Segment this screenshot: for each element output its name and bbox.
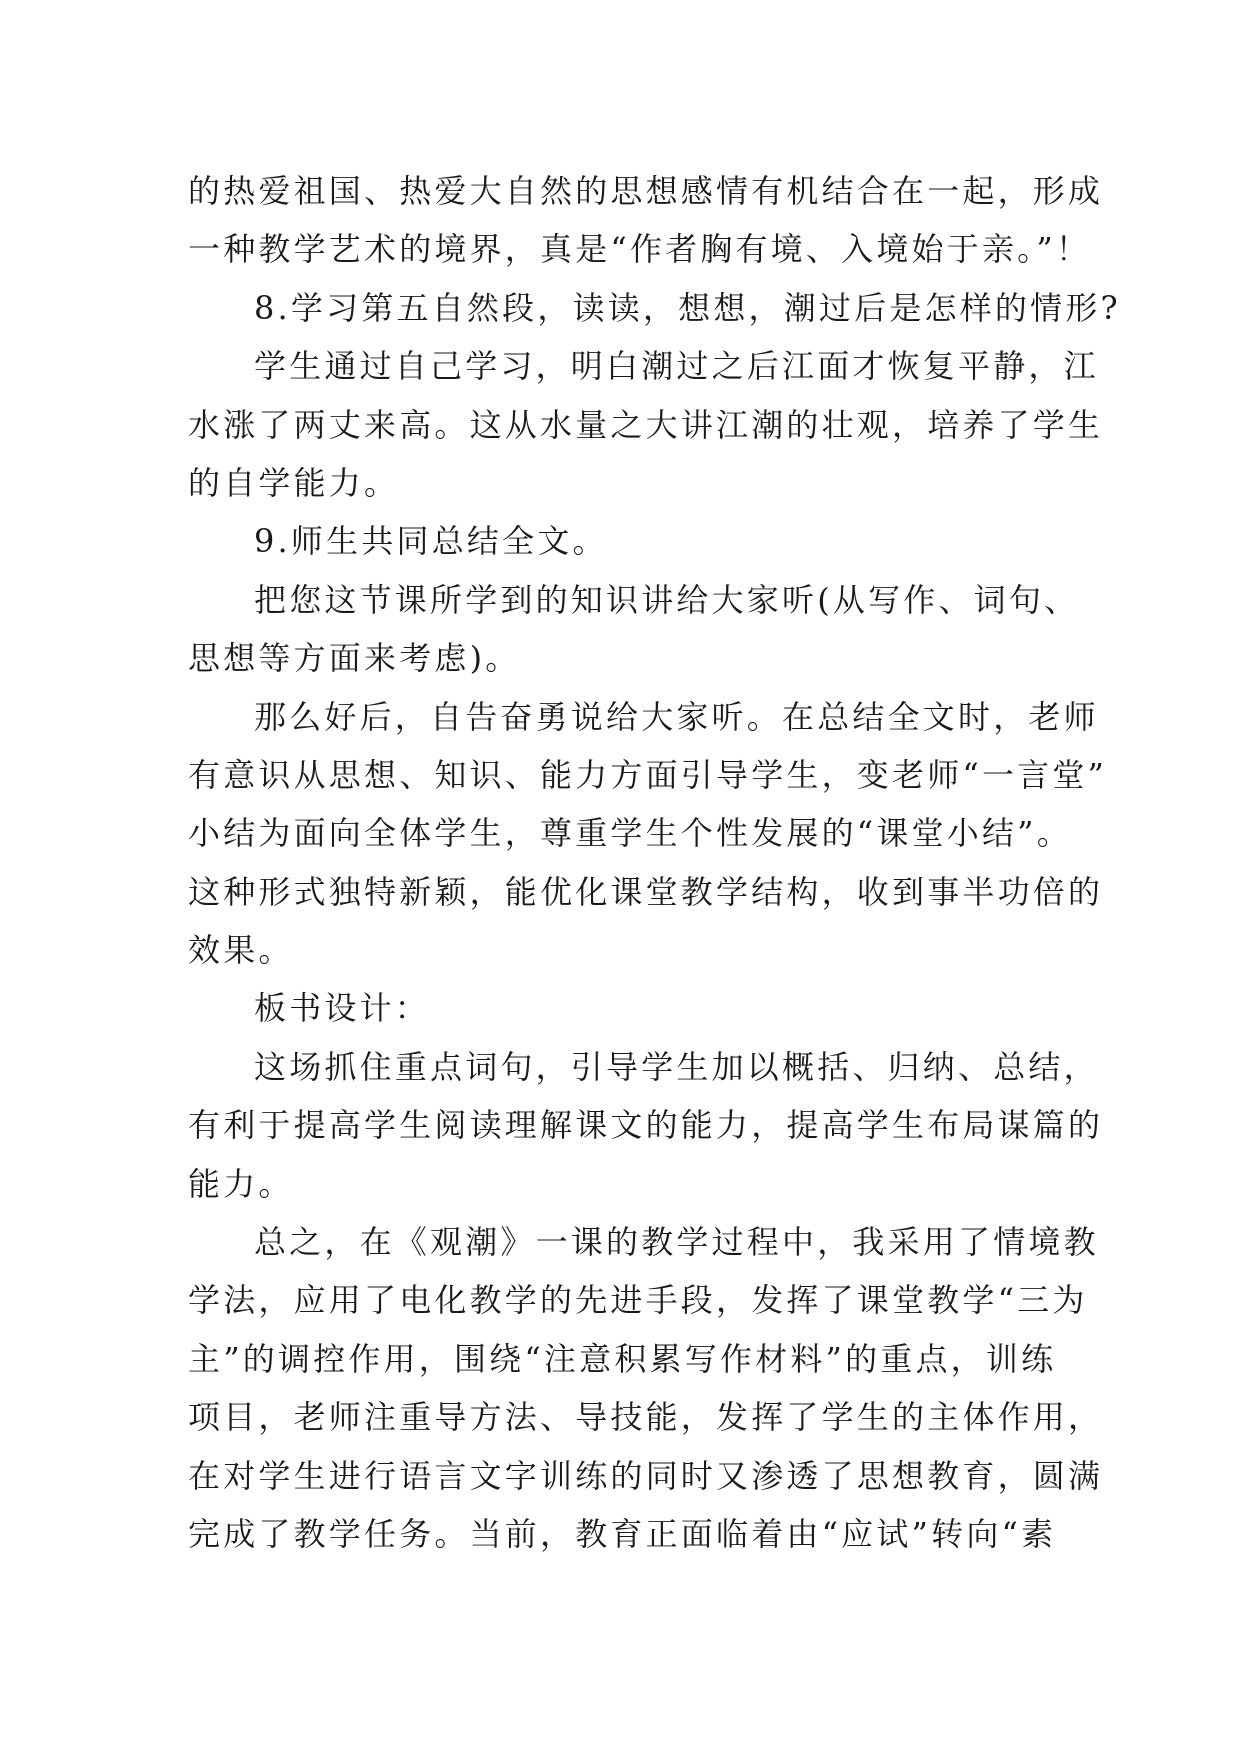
text-line: 有利于提高学生阅读理解课文的能力，提高学生布局谋篇的 — [188, 1106, 1104, 1145]
text-line: 水涨了两丈来高。这从水量之大讲江潮的壮观，培养了学生 — [188, 405, 1104, 444]
text-line: 的热爱祖国、热爱大自然的思想感情有机结合在一起，形成 — [188, 172, 1104, 210]
text-line: 的自学能力。 — [188, 463, 400, 502]
paragraph-first-line: 9.师生共同总结全文。 — [254, 522, 608, 561]
text-line: 一种教学艺术的境界，真是“作者胸有境、入境始于亲。”！ — [188, 230, 1092, 269]
text-line: 有意识从思想、知识、能力方面引导学生，变老师“一言堂” — [188, 755, 1108, 794]
paragraph-first-line: 总之，在《观潮》一课的教学过程中，我采用了情境教 — [254, 1223, 1099, 1262]
text-line: 小结为面向全体学生，尊重学生个性发展的“课堂小结”。 — [188, 814, 1072, 853]
text-line: 项目，老师注重导方法、导技能，发挥了学生的主体作用， — [188, 1398, 1104, 1437]
text-line: 这种形式独特新颖，能优化课堂教学结构，收到事半功倍的 — [188, 872, 1104, 911]
paragraph-first-line: 板书设计： — [254, 989, 431, 1028]
text-line: 能力。 — [188, 1164, 294, 1203]
text-line: 效果。 — [188, 931, 294, 970]
text-line: 完成了教学任务。当前，教育正面临着由“应试”转向“素 — [188, 1514, 1057, 1553]
text-line: 思想等方面来考虑)。 — [188, 639, 521, 678]
paragraph-first-line: 学生通过自己学习，明白潮过之后江面才恢复平静，江 — [254, 347, 1099, 386]
text-line: 学法，应用了电化教学的先进手段，发挥了课堂教学“三为 — [188, 1281, 1088, 1320]
text-line: 主”的调控作用，围绕“注意积累写作材料”的重点，训练 — [188, 1339, 1057, 1378]
paragraph-first-line: 把您这节课所学到的知识讲给大家听(从写作、词句、 — [254, 580, 1080, 619]
body-text — [188, 162, 1121, 1563]
text-line: 在对学生进行语言文字训练的同时又渗透了思想教育，圆满 — [188, 1456, 1104, 1495]
paragraph-first-line: 8.学习第五自然段，读读，想想，潮过后是怎样的情形? — [254, 288, 1121, 327]
paragraph-first-line: 这场抓住重点词句，引导学生加以概括、归纳、总结， — [254, 1047, 1099, 1086]
paragraph-first-line: 那么好后，自告奋勇说给大家听。在总结全文时，老师 — [254, 697, 1099, 736]
